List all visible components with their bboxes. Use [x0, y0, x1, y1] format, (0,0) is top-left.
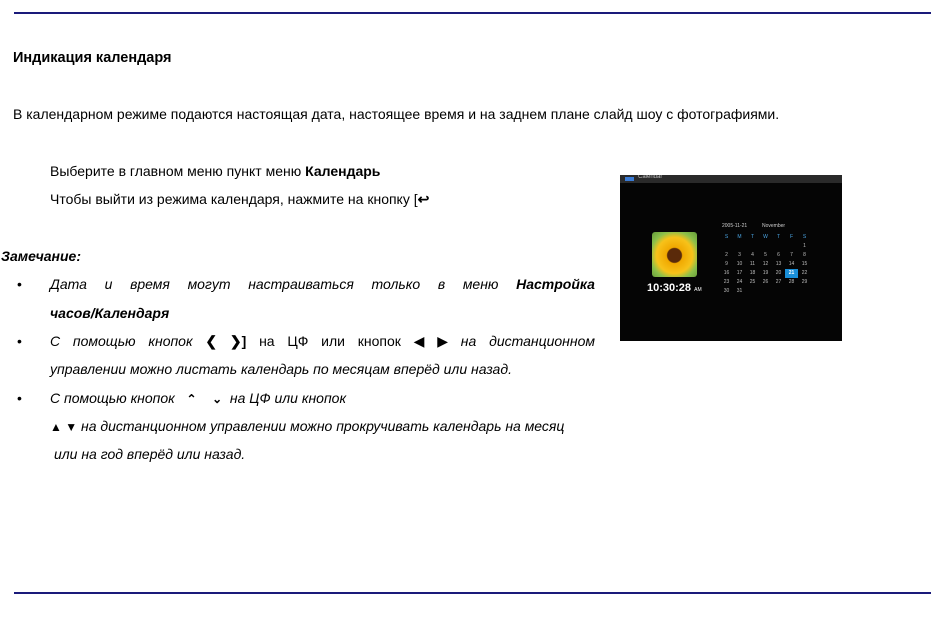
word: дистанционном	[489, 333, 595, 349]
week-row	[720, 242, 812, 251]
weekday-label: S	[802, 234, 807, 240]
day-cell	[759, 242, 772, 251]
day-cell: 25	[749, 279, 756, 285]
down-arrow-icon: ⌄	[212, 392, 223, 406]
week-row	[720, 287, 812, 296]
right-chevron-icon: ❯]	[229, 333, 247, 349]
day-cell	[746, 287, 759, 296]
day-cell: 2	[725, 252, 728, 258]
word: помощью	[72, 333, 136, 349]
menu-name-settings: Настройка	[516, 276, 595, 292]
clock-readout: 10:30:28 AM	[647, 282, 702, 294]
word: ЦФ	[287, 333, 309, 349]
up-arrow-icon: ⌃	[186, 392, 197, 406]
word: только	[371, 276, 421, 292]
day-cell: 4	[751, 252, 754, 258]
weekday-row	[720, 233, 812, 242]
word: меню	[462, 276, 499, 292]
day-cell: 22	[801, 270, 808, 276]
day-cell	[746, 242, 759, 251]
day-cell: 28	[788, 279, 795, 285]
day-cell: 1	[803, 243, 806, 249]
day-cell	[720, 242, 733, 251]
weekday-label: W	[763, 234, 768, 240]
right-triangle-icon: ▶	[437, 333, 449, 349]
calendar-grid	[720, 233, 812, 296]
week-row	[720, 260, 812, 269]
bullet-1-line-2: часов/Календаря	[50, 305, 170, 321]
word: настраиваться	[248, 276, 354, 292]
week-row	[720, 269, 812, 278]
today-cell: 21	[785, 269, 798, 278]
weekday-label: T	[750, 234, 755, 240]
bullet-2-line-1	[50, 333, 595, 350]
day-cell: 18	[749, 270, 756, 276]
slideshow-photo	[652, 232, 697, 277]
return-icon: ↩	[417, 191, 430, 207]
week-row	[720, 251, 812, 260]
intro-paragraph: В календарном режиме подаются настоящая дата, настоящее время и на заднем плане слайд шоу с фотографиями.	[13, 106, 780, 122]
day-cell	[733, 242, 746, 251]
day-cell: 27	[775, 279, 782, 285]
day-cell: 31	[736, 288, 743, 294]
day-cell: 11	[749, 261, 756, 267]
day-cell: 5	[764, 252, 767, 258]
word: кнопок	[148, 333, 193, 349]
calendar-screenshot	[620, 175, 842, 341]
weekday-label: S	[724, 234, 729, 240]
bullet-3-line-3: или на год вперёд или назад.	[54, 446, 246, 462]
word: кнопок	[357, 333, 401, 349]
step-open-calendar: Выберите в главном меню пункт меню Календарь	[50, 163, 381, 179]
day-cell: 13	[775, 261, 782, 267]
day-cell: 24	[736, 279, 743, 285]
left-chevron-icon: ❮	[205, 333, 218, 349]
day-cell: 10	[736, 261, 743, 267]
bullet-3-line-1: С помощью кнопок ⌃ ⌄ на ЦФ или кнопок	[50, 390, 347, 406]
week-row	[720, 278, 812, 287]
day-cell: 15	[801, 261, 808, 267]
day-cell: 16	[723, 270, 730, 276]
note-title: Замечание:	[1, 248, 81, 264]
day-cell: 20	[775, 270, 782, 276]
screenshot-title: Calendar	[638, 175, 663, 180]
word: могут	[187, 276, 231, 292]
menu-item-calendar: Календарь	[305, 163, 381, 179]
calendar-month: November	[762, 223, 786, 229]
day-cell	[772, 242, 785, 251]
day-cell	[785, 242, 798, 251]
day-cell: 17	[736, 270, 743, 276]
weekday-label: T	[776, 234, 781, 240]
day-cell: 12	[762, 261, 769, 267]
day-cell: 19	[762, 270, 769, 276]
bullet-marker: •	[17, 276, 22, 292]
day-cell: 3	[738, 252, 741, 258]
day-cell: 7	[790, 252, 793, 258]
day-cell: 23	[723, 279, 730, 285]
up-down-triangle-icons: ▲ ▼	[50, 420, 78, 434]
bullet-2-line-2: управлении можно листать календарь по месяцам вперёд или назад.	[50, 361, 512, 377]
day-cell	[772, 287, 785, 296]
bullet-marker: •	[17, 390, 22, 406]
bullet-1-line-1	[50, 276, 595, 292]
day-cell: 30	[723, 288, 730, 294]
day-cell: 6	[777, 252, 780, 258]
day-cell	[785, 287, 798, 296]
word: Дата	[50, 276, 87, 292]
word: время	[130, 276, 170, 292]
step-exit-calendar: Чтобы выйти из режима календаря, нажмите на кнопку [↩	[50, 191, 430, 207]
day-cell: 9	[725, 261, 728, 267]
word: на	[259, 333, 275, 349]
word: С	[50, 333, 61, 349]
bullet-marker: •	[17, 333, 22, 349]
day-cell: 14	[788, 261, 795, 267]
day-cell	[759, 287, 772, 296]
word: на	[460, 333, 477, 349]
bullet-3-line-2: ▲ ▼ на дистанционном управлении можно прокручивать календарь на месяц	[50, 418, 565, 434]
weekday-label: M	[737, 234, 742, 240]
left-triangle-icon: ◀	[413, 333, 425, 349]
section-heading: Индикация календаря	[13, 50, 172, 66]
bottom-rule	[14, 592, 931, 594]
calendar-icon	[625, 177, 634, 181]
word: и	[104, 276, 113, 292]
top-rule	[14, 12, 931, 14]
day-cell	[798, 287, 811, 296]
word: в	[437, 276, 446, 292]
screenshot-title-bar	[620, 175, 842, 183]
day-cell: 8	[803, 252, 806, 258]
word: или	[321, 333, 345, 349]
calendar-date: 2005-11-21	[722, 223, 748, 229]
day-cell: 26	[762, 279, 769, 285]
day-cell: 29	[801, 279, 808, 285]
weekday-label: F	[789, 234, 794, 240]
